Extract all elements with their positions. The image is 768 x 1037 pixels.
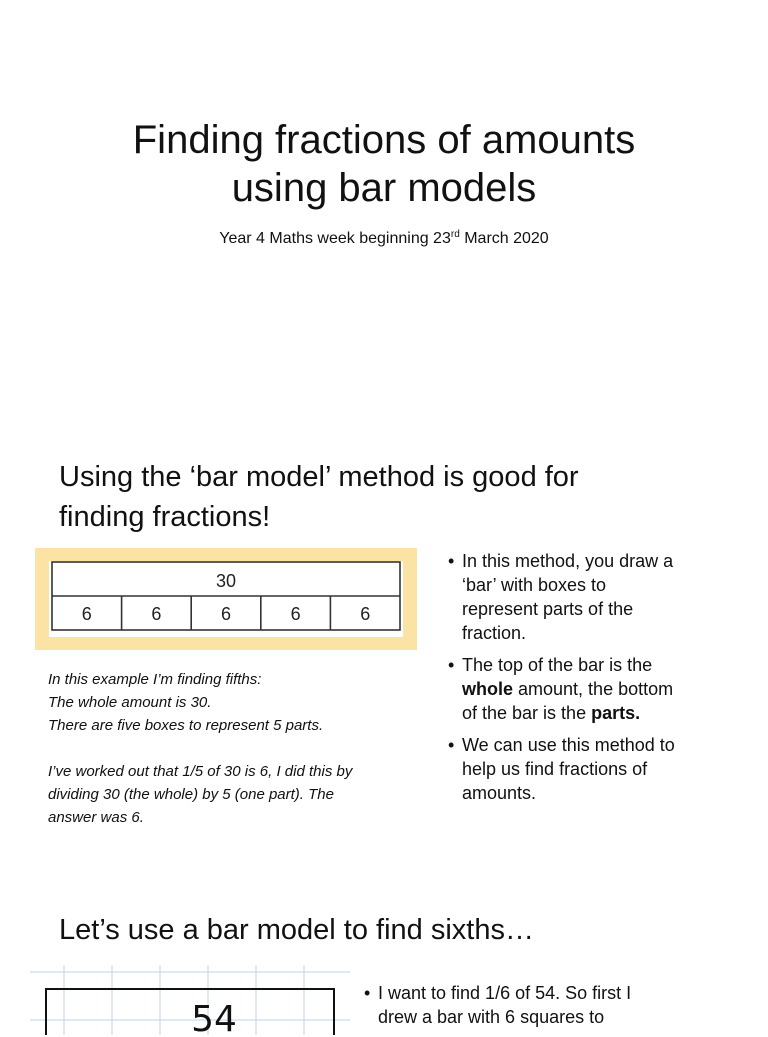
bar-model-canvas	[49, 561, 403, 637]
bullet-text: amount, the bottom	[513, 679, 674, 699]
example-line: The whole amount is 30.	[48, 694, 212, 711]
bar-part-label: 6	[290, 604, 301, 624]
title-line-2: using bar models	[231, 166, 537, 210]
bullet-text: amounts.	[462, 783, 537, 803]
bullet-text: In this method, you draw a	[462, 551, 674, 571]
sixths-bullets	[362, 981, 742, 1037]
handwritten-whole-number: 54	[191, 999, 237, 1035]
handwritten-bar-photo	[30, 965, 350, 1035]
method-bullets	[446, 549, 746, 813]
bullet-text: fraction.	[462, 623, 527, 643]
bar-parts	[82, 596, 370, 630]
subtitle-superscript: rd	[450, 229, 460, 240]
bar-part-label: 6	[220, 604, 232, 624]
bullet-text: help us find fractions of	[462, 759, 648, 779]
sixths-heading: Let’s use a bar model to find sixths…	[59, 914, 534, 946]
bar-model-heading-line-1: Using the ‘bar model’ method is good for	[59, 461, 579, 493]
grid-paper-drawing	[30, 965, 350, 1035]
bar-whole-label: 30	[215, 571, 237, 591]
bullet-text: The top of the bar is the	[462, 655, 653, 675]
subtitle-prefix: Year 4 Maths week beginning 23	[219, 230, 451, 247]
bullet-text: I want to find 1/6 of 54. So first I	[378, 983, 632, 1003]
bullet-text: ‘bar’ with boxes to	[462, 575, 607, 595]
bar-model-diagram	[51, 561, 403, 637]
bullet-item	[446, 549, 746, 645]
bar-part-label: 6	[81, 604, 92, 624]
example-line: I’ve worked out that 1/5 of 30 is 6, I did this by	[48, 763, 353, 780]
bar-model-image	[35, 548, 417, 650]
bullet-text: drew a bar with 6 squares to	[378, 1007, 605, 1027]
bar-model-heading	[59, 457, 699, 537]
page-title	[60, 116, 708, 212]
bar-model-heading-line-2: finding fractions!	[59, 501, 271, 533]
bullet-item	[446, 653, 746, 725]
bar-part-label: 6	[360, 604, 371, 624]
example-line: answer was 6.	[48, 809, 144, 826]
subtitle-suffix: March 2020	[459, 230, 549, 247]
title-line-1: Finding fractions of amounts	[132, 118, 636, 162]
example-line: In this example I’m finding fifths:	[48, 671, 262, 688]
subtitle	[60, 228, 708, 250]
spacer	[48, 737, 418, 760]
bullet-item	[446, 733, 746, 805]
bullet-item	[362, 981, 742, 1029]
bullet-text: represent parts of the	[462, 599, 634, 619]
bullet-text: We can use this method to	[462, 735, 675, 755]
bullet-text: of the bar is the	[462, 703, 592, 723]
example-explanation	[48, 668, 418, 829]
handwritten-bar-outline	[46, 989, 334, 1035]
bar-part-label: 6	[151, 604, 162, 624]
bullet-bold-text: whole	[462, 679, 514, 699]
example-line: dividing 30 (the whole) by 5 (one part). The	[48, 786, 334, 803]
example-line: There are five boxes to represent 5 parts.	[48, 717, 324, 734]
bullet-bold-text: parts.	[591, 703, 641, 723]
